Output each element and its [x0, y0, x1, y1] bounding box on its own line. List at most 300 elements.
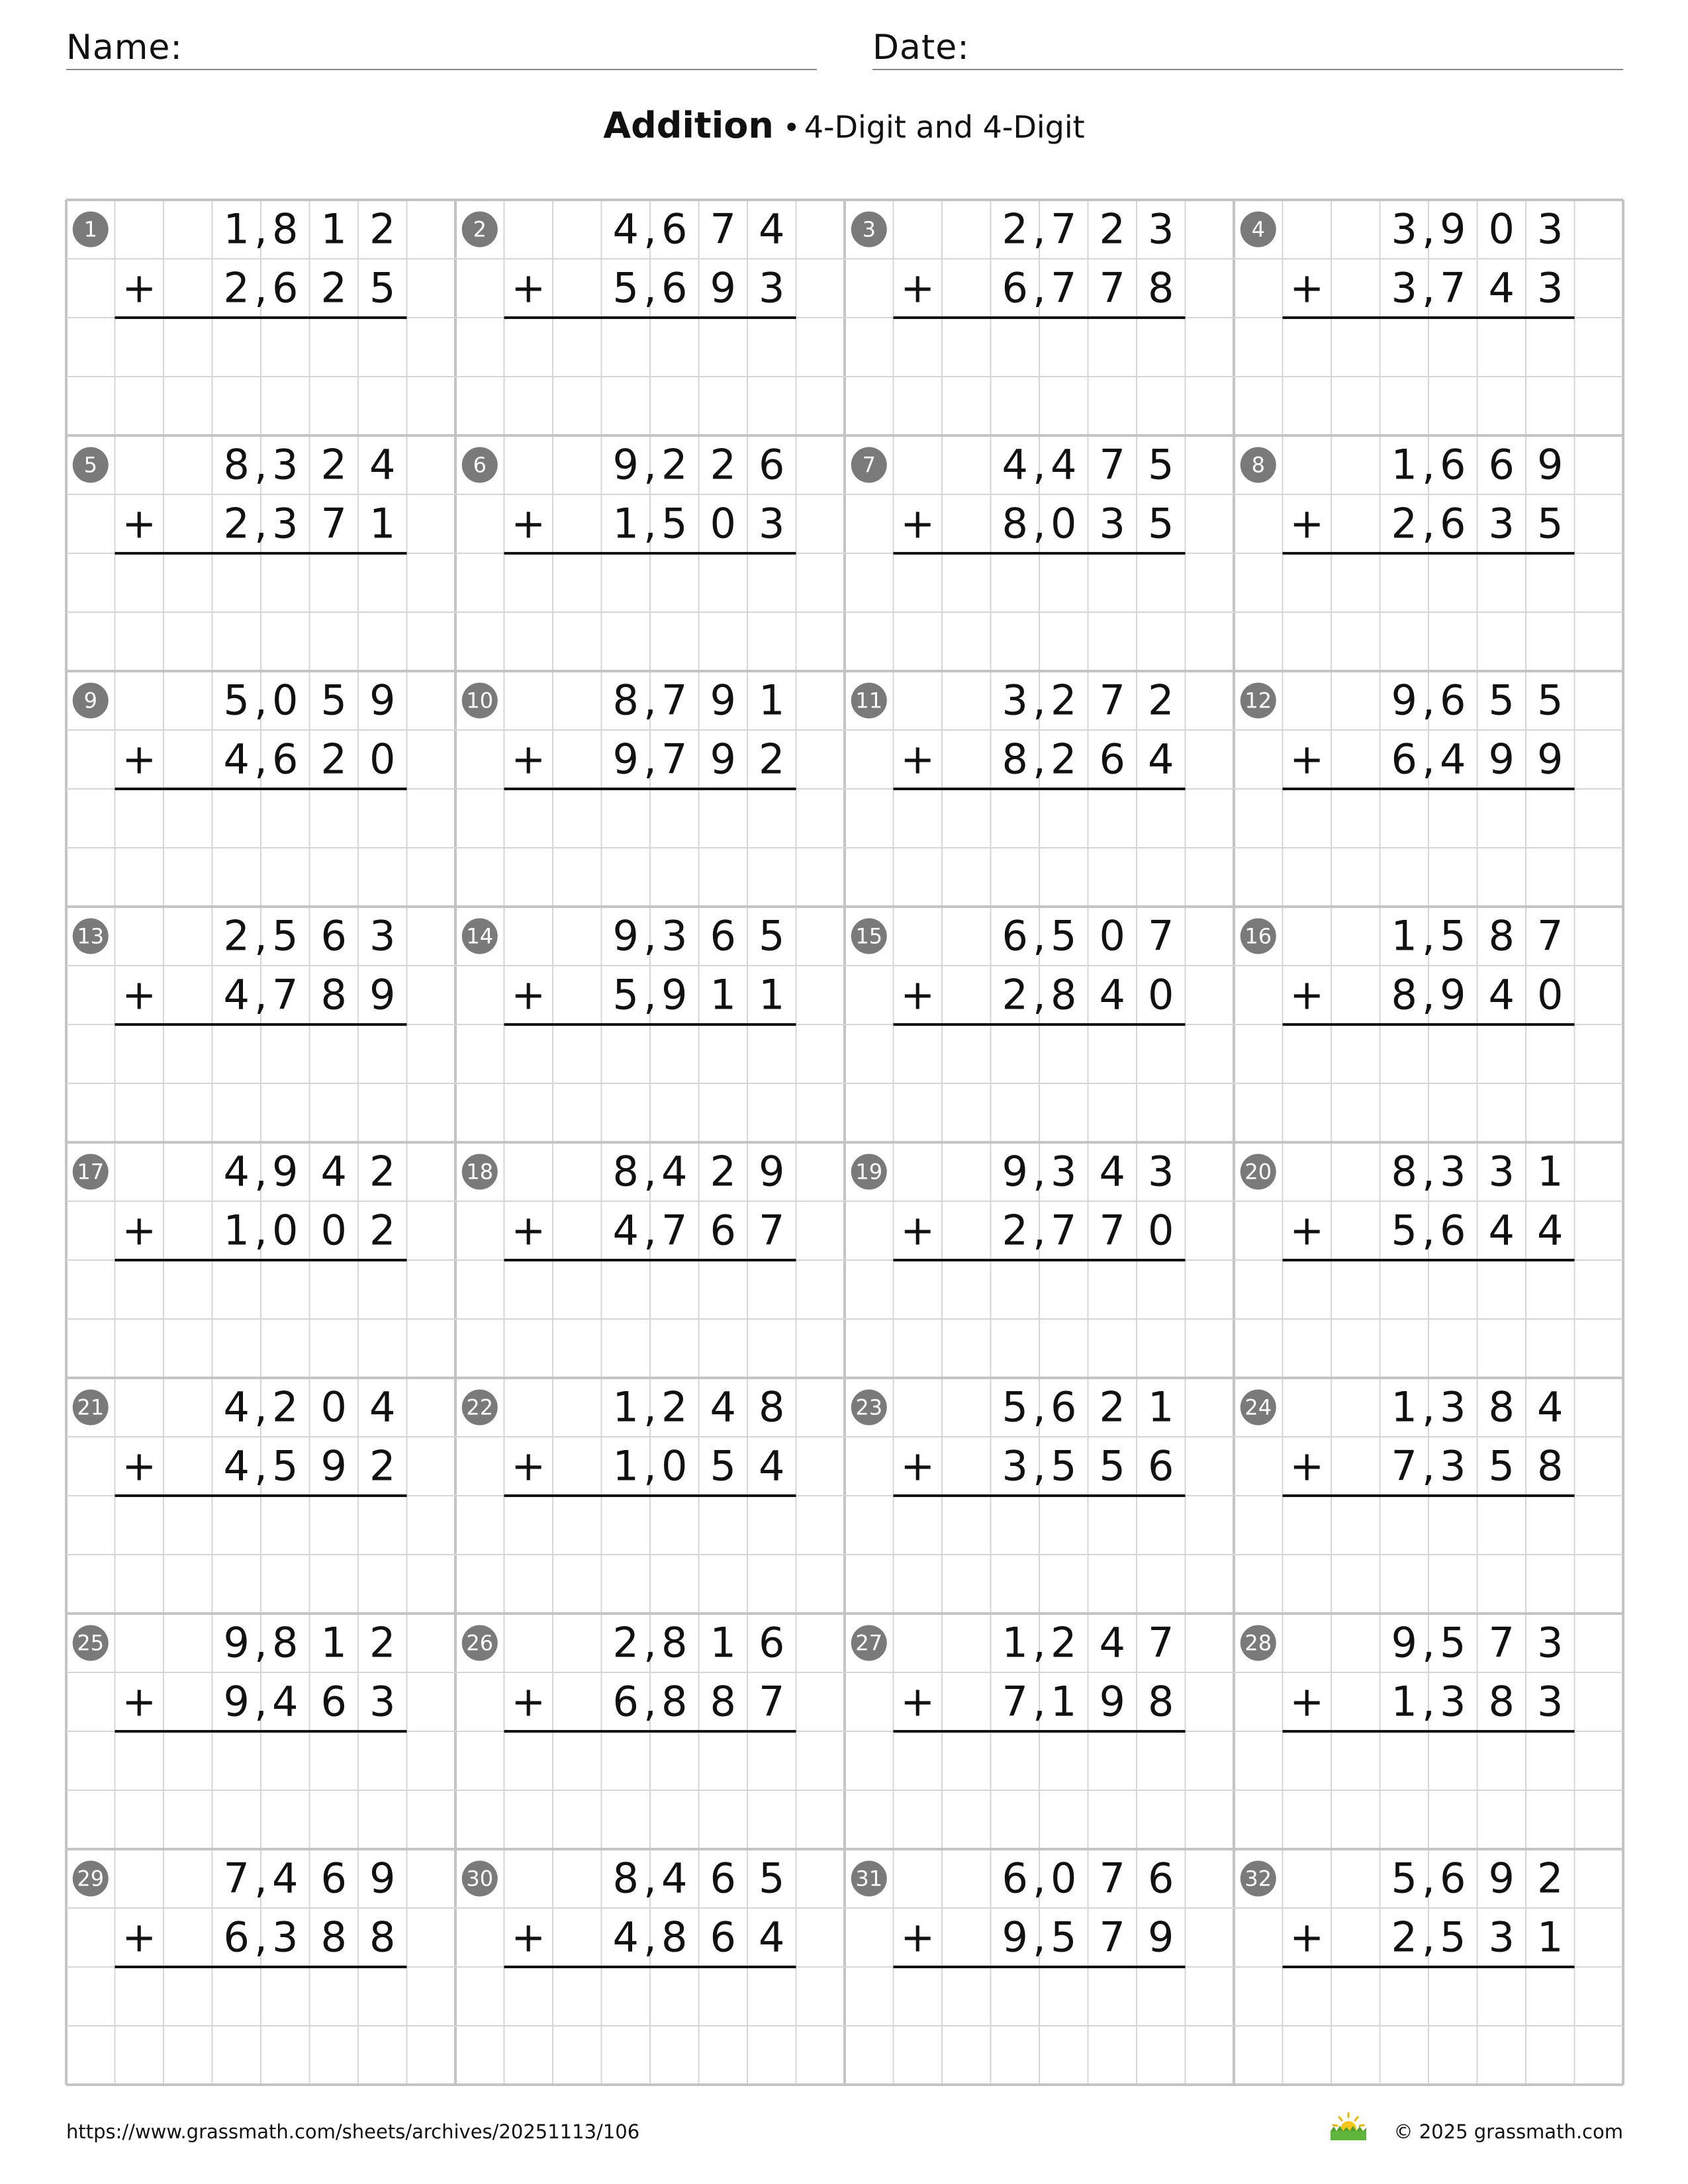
- addend-top-digit: 2: [320, 440, 347, 489]
- addend-bottom-digit: 0: [320, 1206, 347, 1255]
- addend-bottom-digit: 7: [1051, 1206, 1077, 1255]
- addend-top-digit: 3: [1440, 1383, 1466, 1432]
- addend-top-digit: 3: [1440, 1147, 1466, 1196]
- addend-bottom-digit: 3: [1440, 1441, 1466, 1490]
- problem-number: 11: [855, 688, 883, 713]
- addend-top-digit: 6: [1440, 676, 1466, 725]
- addend-bottom-digit: 6: [1440, 499, 1466, 548]
- addend-top-digit: 7: [1537, 911, 1564, 960]
- plus-sign: +: [1289, 970, 1325, 1019]
- addend-bottom-digit: 9: [1099, 1677, 1125, 1726]
- addend-bottom-digit: 5: [1537, 499, 1564, 548]
- addend-bottom-digit: 9: [1148, 1913, 1174, 1962]
- addend-bottom-digit: 1: [369, 499, 396, 548]
- addend-bottom-digit: 0: [1051, 499, 1077, 548]
- addend-bottom-digit: 2: [1391, 499, 1417, 548]
- addend-top-digit: 9: [369, 676, 396, 725]
- addend-top-digit: 2: [612, 1618, 639, 1667]
- addend-bottom-digit: 2: [1391, 1913, 1417, 1962]
- addend-bottom-digit: 8: [710, 1677, 736, 1726]
- addend-bottom-digit: 6: [1099, 735, 1125, 784]
- addend-bottom-digit: 2: [369, 1441, 396, 1490]
- addend-top-digit: 8: [661, 1618, 688, 1667]
- addend-bottom-digit: 0: [1537, 970, 1564, 1019]
- addend-top-digit: 4: [369, 1383, 396, 1432]
- plus-sign: +: [122, 735, 157, 784]
- addend-bottom-comma: ,: [1422, 735, 1435, 784]
- addend-bottom-digit: 0: [661, 1441, 688, 1490]
- addend-top-digit: 3: [272, 440, 299, 489]
- addend-top-digit: 8: [612, 1147, 639, 1196]
- addend-bottom-digit: 1: [1051, 1677, 1077, 1726]
- addend-bottom-digit: 0: [1148, 970, 1174, 1019]
- addend-bottom-digit: 8: [320, 970, 347, 1019]
- addend-bottom-digit: 1: [612, 1441, 639, 1490]
- problem-number: 32: [1244, 1866, 1272, 1891]
- addend-top-digit: 4: [1099, 1147, 1125, 1196]
- addend-top-digit: 9: [612, 911, 639, 960]
- addend-top-comma: ,: [1033, 205, 1046, 253]
- addend-top-digit: 4: [1002, 440, 1028, 489]
- title-separator: •: [782, 111, 800, 145]
- addend-top-digit: 7: [1488, 1618, 1515, 1667]
- addend-bottom-digit: 6: [612, 1677, 639, 1726]
- addend-bottom-digit: 8: [1148, 263, 1174, 312]
- addend-top-digit: 5: [223, 676, 250, 725]
- addend-top-digit: 6: [320, 911, 347, 960]
- addend-top-digit: 5: [1051, 911, 1077, 960]
- addend-bottom-digit: 8: [320, 1913, 347, 1962]
- addend-bottom-digit: 3: [369, 1677, 396, 1726]
- addend-top-comma: ,: [254, 911, 267, 960]
- addend-top-digit: 2: [661, 1383, 688, 1432]
- addend-top-digit: 1: [1391, 440, 1417, 489]
- addend-top-digit: 8: [1391, 1147, 1417, 1196]
- addend-top-digit: 6: [710, 1854, 736, 1903]
- addend-bottom-comma: ,: [1033, 1206, 1046, 1255]
- addend-top-digit: 0: [1488, 205, 1515, 253]
- addend-bottom-digit: 6: [1002, 263, 1028, 312]
- addend-top-digit: 7: [1099, 440, 1125, 489]
- addend-top-digit: 1: [1391, 1383, 1417, 1432]
- problem-number: 4: [1251, 216, 1265, 242]
- plus-sign: +: [900, 263, 935, 312]
- addend-bottom-digit: 6: [320, 1677, 347, 1726]
- addend-top-comma: ,: [1422, 440, 1435, 489]
- addend-bottom-digit: 2: [320, 735, 347, 784]
- addend-top-comma: ,: [1422, 1383, 1435, 1432]
- addend-top-digit: 7: [1148, 911, 1174, 960]
- addend-top-digit: 1: [710, 1618, 736, 1667]
- addend-bottom-digit: 9: [1488, 735, 1515, 784]
- addend-top-digit: 7: [223, 1854, 250, 1903]
- addend-bottom-comma: ,: [1422, 1677, 1435, 1726]
- addend-top-digit: 1: [759, 676, 785, 725]
- plus-sign: +: [900, 499, 935, 548]
- addend-bottom-comma: ,: [1033, 1441, 1046, 1490]
- addend-top-digit: 3: [1537, 1618, 1564, 1667]
- addend-top-digit: 5: [1440, 1618, 1466, 1667]
- problem-number: 2: [473, 216, 487, 242]
- addend-top-digit: 4: [612, 205, 639, 253]
- addend-bottom-comma: ,: [1422, 263, 1435, 312]
- addend-bottom-digit: 0: [1148, 1206, 1174, 1255]
- addend-bottom-digit: 8: [1148, 1677, 1174, 1726]
- addend-bottom-digit: 0: [272, 1206, 299, 1255]
- plus-sign: +: [900, 1913, 935, 1962]
- addend-bottom-digit: 7: [661, 1206, 688, 1255]
- problem-number: 30: [466, 1866, 494, 1891]
- addend-bottom-digit: 3: [1488, 499, 1515, 548]
- addend-bottom-comma: ,: [254, 499, 267, 548]
- addend-top-comma: ,: [1422, 676, 1435, 725]
- addend-top-digit: 2: [1099, 205, 1125, 253]
- addend-bottom-digit: 7: [759, 1677, 785, 1726]
- addend-bottom-digit: 5: [1099, 1441, 1125, 1490]
- addend-top-comma: ,: [643, 440, 657, 489]
- plus-sign: +: [122, 499, 157, 548]
- addend-bottom-digit: 1: [223, 1206, 250, 1255]
- addend-top-comma: ,: [254, 1383, 267, 1432]
- addend-bottom-digit: 4: [1537, 1206, 1564, 1255]
- addend-top-comma: ,: [643, 1618, 657, 1667]
- addend-bottom-comma: ,: [1422, 970, 1435, 1019]
- addend-top-comma: ,: [254, 1618, 267, 1667]
- addend-top-digit: 7: [1099, 1854, 1125, 1903]
- addend-top-digit: 8: [612, 676, 639, 725]
- addend-bottom-comma: ,: [1033, 735, 1046, 784]
- problem-number: 6: [473, 452, 487, 478]
- problem-number: 3: [862, 216, 876, 242]
- addend-bottom-digit: 5: [1488, 1441, 1515, 1490]
- addend-bottom-digit: 4: [223, 1441, 250, 1490]
- addend-bottom-comma: ,: [643, 1441, 657, 1490]
- problem-number: 15: [855, 923, 883, 949]
- problem-number: 14: [466, 923, 494, 949]
- addend-top-digit: 9: [369, 1854, 396, 1903]
- addend-top-comma: ,: [643, 1147, 657, 1196]
- addend-bottom-digit: 4: [223, 735, 250, 784]
- addend-bottom-comma: ,: [254, 1206, 267, 1255]
- addend-bottom-comma: ,: [1033, 970, 1046, 1019]
- addend-top-digit: 2: [710, 1147, 736, 1196]
- addend-bottom-digit: 6: [223, 1913, 250, 1962]
- addend-bottom-digit: 7: [1440, 263, 1466, 312]
- addend-bottom-digit: 0: [369, 735, 396, 784]
- addend-top-digit: 4: [223, 1147, 250, 1196]
- addend-top-digit: 6: [1440, 440, 1466, 489]
- addend-top-digit: 2: [1099, 1383, 1125, 1432]
- plus-sign: +: [900, 970, 935, 1019]
- addend-bottom-comma: ,: [1422, 1441, 1435, 1490]
- addend-bottom-digit: 9: [320, 1441, 347, 1490]
- plus-sign: +: [1289, 1441, 1325, 1490]
- problem-number: 19: [855, 1159, 883, 1185]
- addend-top-digit: 5: [1148, 440, 1174, 489]
- plus-sign: +: [511, 735, 546, 784]
- addend-bottom-digit: 5: [661, 499, 688, 548]
- addend-bottom-digit: 3: [1440, 1677, 1466, 1726]
- addend-top-digit: 8: [1488, 1383, 1515, 1432]
- plus-sign: +: [511, 1206, 546, 1255]
- footer-url: https://www.grassmath.com/sheets/archives/20251113/106: [66, 2120, 640, 2143]
- addend-top-digit: 7: [1148, 1618, 1174, 1667]
- plus-sign: +: [122, 1913, 157, 1962]
- problem-number: 28: [1244, 1630, 1272, 1656]
- addend-bottom-comma: ,: [1033, 1677, 1046, 1726]
- addend-top-comma: ,: [254, 1854, 267, 1903]
- plus-sign: +: [511, 1677, 546, 1726]
- addend-top-digit: 6: [759, 1618, 785, 1667]
- addend-bottom-digit: 1: [612, 499, 639, 548]
- addend-top-digit: 6: [759, 440, 785, 489]
- addend-top-digit: 1: [320, 1618, 347, 1667]
- problem-number: 16: [1244, 923, 1272, 949]
- addend-bottom-digit: 7: [272, 970, 299, 1019]
- addend-top-digit: 3: [369, 911, 396, 960]
- addend-top-digit: 6: [710, 911, 736, 960]
- addend-top-digit: 9: [272, 1147, 299, 1196]
- addend-bottom-comma: ,: [1422, 499, 1435, 548]
- addend-bottom-digit: 7: [1051, 263, 1077, 312]
- addend-top-digit: 2: [369, 205, 396, 253]
- addend-bottom-digit: 9: [369, 970, 396, 1019]
- title-main: Addition: [603, 105, 774, 146]
- problem-number: 7: [862, 452, 876, 478]
- plus-sign: +: [1289, 1206, 1325, 1255]
- addend-top-digit: 0: [272, 676, 299, 725]
- addend-bottom-digit: 2: [1002, 1206, 1028, 1255]
- plus-sign: +: [900, 1441, 935, 1490]
- plus-sign: +: [511, 499, 546, 548]
- addend-bottom-digit: 3: [272, 1913, 299, 1962]
- addend-bottom-digit: 4: [223, 970, 250, 1019]
- addend-top-digit: 3: [1488, 1147, 1515, 1196]
- name-label: Name:: [66, 28, 183, 68]
- addend-top-comma: ,: [1033, 1618, 1046, 1667]
- addend-top-digit: 2: [710, 440, 736, 489]
- addend-top-comma: ,: [643, 1383, 657, 1432]
- addend-bottom-digit: 2: [369, 1206, 396, 1255]
- problem-number: 20: [1244, 1159, 1272, 1185]
- addend-bottom-digit: 6: [710, 1913, 736, 1962]
- addend-top-digit: 8: [612, 1854, 639, 1903]
- addend-bottom-digit: 5: [1148, 499, 1174, 548]
- addend-bottom-digit: 1: [1391, 1677, 1417, 1726]
- addend-top-digit: 2: [1051, 1618, 1077, 1667]
- addend-bottom-digit: 9: [223, 1677, 250, 1726]
- addend-top-digit: 1: [223, 205, 250, 253]
- addend-top-digit: 6: [1440, 1854, 1466, 1903]
- addend-top-digit: 3: [1148, 205, 1174, 253]
- problem-number: 22: [466, 1394, 494, 1420]
- addend-bottom-digit: 5: [612, 263, 639, 312]
- addend-top-digit: 2: [272, 1383, 299, 1432]
- addend-top-digit: 2: [223, 911, 250, 960]
- addend-bottom-digit: 8: [1002, 499, 1028, 548]
- addend-bottom-digit: 4: [759, 1441, 785, 1490]
- plus-sign: +: [900, 735, 935, 784]
- addend-top-digit: 3: [1391, 205, 1417, 253]
- addend-bottom-digit: 6: [272, 263, 299, 312]
- addend-top-digit: 3: [1002, 676, 1028, 725]
- problem-number: 10: [466, 688, 494, 713]
- problem-number: 25: [77, 1630, 105, 1656]
- addend-bottom-digit: 2: [320, 263, 347, 312]
- addend-bottom-digit: 2: [759, 735, 785, 784]
- addend-bottom-digit: 2: [223, 263, 250, 312]
- addend-top-comma: ,: [1422, 911, 1435, 960]
- addend-bottom-digit: 2: [1002, 970, 1028, 1019]
- plus-sign: +: [122, 970, 157, 1019]
- addend-bottom-digit: 9: [710, 263, 736, 312]
- addend-bottom-comma: ,: [254, 970, 267, 1019]
- footer-copyright: © 2025 grassmath.com: [1393, 2120, 1623, 2143]
- problem-number: 8: [1251, 452, 1265, 478]
- addend-bottom-digit: 2: [1051, 735, 1077, 784]
- addend-bottom-digit: 3: [759, 499, 785, 548]
- addend-bottom-digit: 4: [1099, 970, 1125, 1019]
- problem-number: 9: [83, 688, 97, 713]
- plus-sign: +: [122, 1441, 157, 1490]
- addend-bottom-digit: 8: [1488, 1677, 1515, 1726]
- addend-top-digit: 9: [710, 676, 736, 725]
- problem-number: 31: [855, 1866, 883, 1891]
- addend-bottom-digit: 7: [1002, 1677, 1028, 1726]
- addend-bottom-digit: 4: [612, 1206, 639, 1255]
- addend-bottom-digit: 5: [710, 1441, 736, 1490]
- addend-bottom-digit: 3: [1099, 499, 1125, 548]
- addend-top-digit: 4: [272, 1854, 299, 1903]
- addend-bottom-digit: 4: [612, 1913, 639, 1962]
- addend-top-comma: ,: [643, 205, 657, 253]
- addend-bottom-digit: 6: [1440, 1206, 1466, 1255]
- plus-sign: +: [511, 263, 546, 312]
- addend-bottom-digit: 5: [612, 970, 639, 1019]
- addend-bottom-digit: 7: [1391, 1441, 1417, 1490]
- addend-top-digit: 8: [1488, 911, 1515, 960]
- addend-top-digit: 6: [661, 205, 688, 253]
- addend-top-digit: 4: [369, 440, 396, 489]
- addend-top-comma: ,: [1033, 1854, 1046, 1903]
- addend-bottom-comma: ,: [643, 499, 657, 548]
- addend-top-digit: 8: [272, 1618, 299, 1667]
- addend-bottom-digit: 7: [661, 735, 688, 784]
- addend-top-digit: 5: [272, 911, 299, 960]
- addend-top-digit: 6: [1002, 911, 1028, 960]
- addend-top-digit: 5: [759, 1854, 785, 1903]
- addend-top-comma: ,: [643, 1854, 657, 1903]
- addend-top-digit: 6: [1148, 1854, 1174, 1903]
- addend-bottom-digit: 8: [1391, 970, 1417, 1019]
- addend-bottom-digit: 8: [661, 1677, 688, 1726]
- addend-top-digit: 5: [1002, 1383, 1028, 1432]
- addend-top-digit: 2: [369, 1618, 396, 1667]
- addend-bottom-digit: 5: [1391, 1206, 1417, 1255]
- plus-sign: +: [511, 1441, 546, 1490]
- addend-bottom-comma: ,: [254, 1677, 267, 1726]
- addend-bottom-comma: ,: [643, 735, 657, 784]
- addend-bottom-digit: 2: [223, 499, 250, 548]
- addend-bottom-digit: 3: [1391, 263, 1417, 312]
- addend-top-digit: 5: [759, 911, 785, 960]
- addend-top-comma: ,: [1422, 205, 1435, 253]
- addend-top-digit: 1: [1537, 1147, 1564, 1196]
- addend-top-digit: 7: [661, 676, 688, 725]
- addend-top-digit: 3: [1051, 1147, 1077, 1196]
- plus-sign: +: [1289, 263, 1325, 312]
- addend-bottom-digit: 5: [272, 1441, 299, 1490]
- addend-bottom-digit: 4: [1488, 970, 1515, 1019]
- addend-bottom-digit: 5: [369, 263, 396, 312]
- plus-sign: +: [122, 1206, 157, 1255]
- plus-sign: +: [511, 1913, 546, 1962]
- problem-number: 1: [83, 216, 97, 242]
- addend-bottom-digit: 3: [1002, 1441, 1028, 1490]
- addend-top-digit: 6: [320, 1854, 347, 1903]
- addend-top-digit: 0: [1051, 1854, 1077, 1903]
- addend-bottom-digit: 3: [272, 499, 299, 548]
- addend-bottom-digit: 3: [1537, 1677, 1564, 1726]
- addend-top-digit: 9: [1002, 1147, 1028, 1196]
- addend-top-digit: 9: [223, 1618, 250, 1667]
- addend-bottom-comma: ,: [643, 1677, 657, 1726]
- addend-bottom-digit: 9: [661, 970, 688, 1019]
- addend-top-digit: 5: [320, 676, 347, 725]
- addend-bottom-digit: 6: [661, 263, 688, 312]
- addend-top-digit: 9: [1537, 440, 1564, 489]
- date-label: Date:: [872, 28, 970, 68]
- addend-top-digit: 2: [1002, 205, 1028, 253]
- addend-top-digit: 5: [1537, 676, 1564, 725]
- addend-top-comma: ,: [1422, 1618, 1435, 1667]
- plus-sign: +: [900, 1677, 935, 1726]
- addend-top-digit: 0: [320, 1383, 347, 1432]
- addend-bottom-digit: 5: [1051, 1913, 1077, 1962]
- addend-bottom-comma: ,: [1033, 499, 1046, 548]
- addend-bottom-digit: 9: [612, 735, 639, 784]
- addend-bottom-digit: 7: [1099, 1206, 1125, 1255]
- addend-top-digit: 8: [272, 205, 299, 253]
- addend-top-digit: 6: [1051, 1383, 1077, 1432]
- addend-top-digit: 7: [710, 205, 736, 253]
- addend-top-digit: 1: [320, 205, 347, 253]
- addend-top-digit: 5: [1391, 1854, 1417, 1903]
- addend-top-digit: 4: [1051, 440, 1077, 489]
- addend-top-digit: 9: [612, 440, 639, 489]
- addend-top-digit: 4: [223, 1383, 250, 1432]
- problem-number: 18: [466, 1159, 494, 1185]
- plus-sign: +: [122, 263, 157, 312]
- addend-bottom-comma: ,: [254, 263, 267, 312]
- addend-top-digit: 2: [1537, 1854, 1564, 1903]
- problem-number: 21: [77, 1394, 105, 1420]
- addend-bottom-digit: 9: [1440, 970, 1466, 1019]
- addend-top-digit: 4: [320, 1147, 347, 1196]
- addend-top-digit: 5: [1488, 676, 1515, 725]
- addend-top-comma: ,: [254, 205, 267, 253]
- addend-top-digit: 7: [1099, 676, 1125, 725]
- addend-top-digit: 9: [1488, 1854, 1515, 1903]
- addend-bottom-digit: 6: [710, 1206, 736, 1255]
- addend-top-comma: ,: [1033, 676, 1046, 725]
- addend-bottom-digit: 8: [661, 1913, 688, 1962]
- plus-sign: +: [1289, 1913, 1325, 1962]
- addend-bottom-digit: 8: [1051, 970, 1077, 1019]
- addend-top-digit: 2: [369, 1147, 396, 1196]
- plus-sign: +: [511, 970, 546, 1019]
- addend-top-digit: 7: [1051, 205, 1077, 253]
